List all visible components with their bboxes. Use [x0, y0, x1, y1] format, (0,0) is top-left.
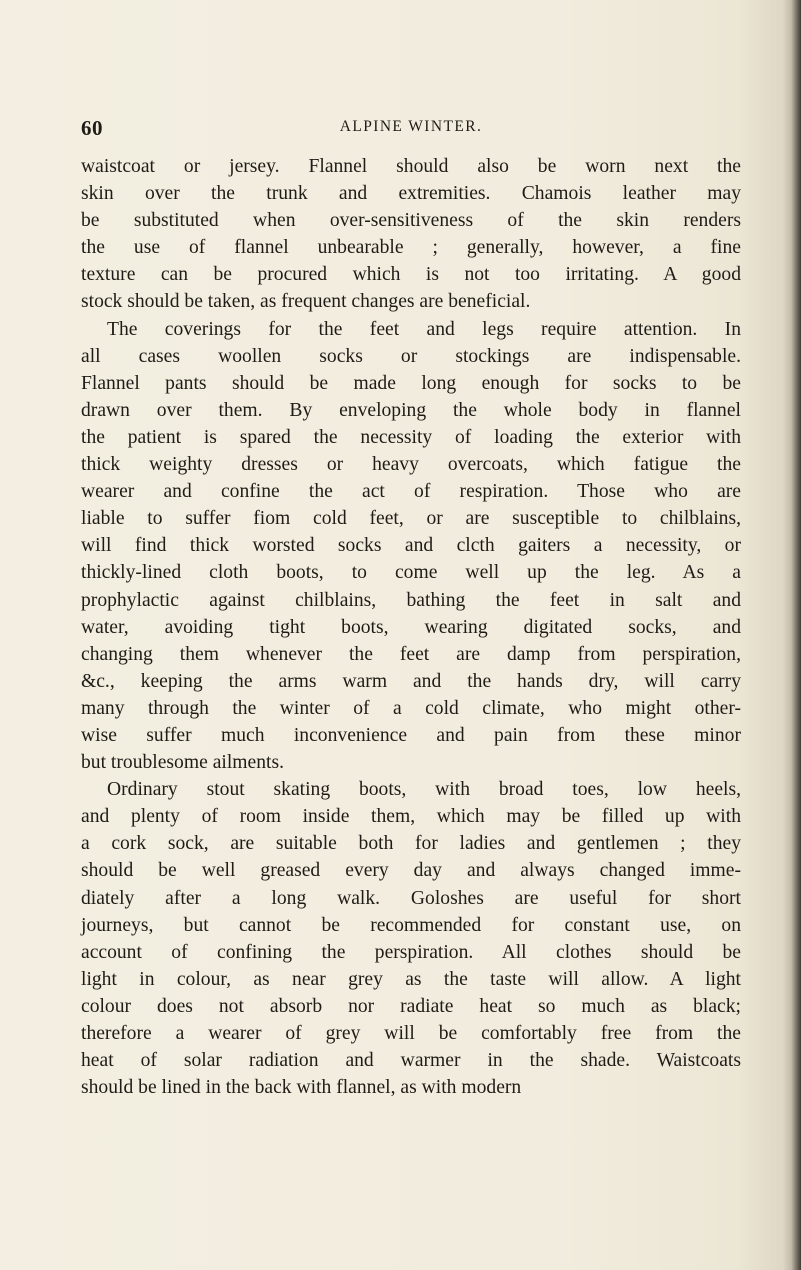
text-line: Ordinary stout skating boots, with broad toes, low heels, — [107, 779, 741, 801]
binding-edge-shadow — [783, 0, 801, 1270]
text-line: The coverings for the feet and legs require attention. In — [107, 318, 741, 340]
text-line: stock should be taken, as frequent changes are beneficial. — [81, 291, 531, 313]
page-number: 60 — [81, 116, 103, 140]
text-line: the patient is spared the necessity of loading the exterior with — [81, 426, 741, 448]
text-line: thickly-lined cloth boots, to come well up the leg. As a — [81, 562, 741, 584]
text-line: changing them whenever the feet are damp from perspiration, — [81, 643, 741, 665]
text-line: will find thick worsted socks and clcth gaiters a necessity, or — [81, 535, 741, 557]
text-line: many through the winter of a cold climate, who might other- — [81, 697, 741, 719]
body-text — [81, 153, 741, 1101]
text-line: &c., keeping the arms warm and the hands dry, will carry — [81, 670, 741, 692]
text-line: water, avoiding tight boots, wearing digitated socks, and — [81, 616, 741, 638]
text-line: diately after a long walk. Goloshes are useful for short — [81, 887, 741, 909]
text-line: wearer and confine the act of respiration. Those who are — [81, 481, 741, 503]
text-line: be substituted when over-sensitiveness of the skin renders — [81, 210, 741, 232]
text-line: waistcoat or jersey. Flannel should also be worn next the — [81, 156, 741, 177]
text-line: should be lined in the back with flannel, as with modern — [81, 1077, 522, 1099]
text-line: wise suffer much inconvenience and pain from these minor — [81, 724, 741, 746]
text-line: heat of solar radiation and warmer in the shade. Waistcoats — [81, 1050, 741, 1072]
text-line: therefore a wearer of grey will be comfortably free from the — [81, 1023, 741, 1044]
text-line: drawn over them. By enveloping the whole body in flannel — [81, 399, 741, 421]
text-line: a cork sock, are suitable both for ladies and gentlemen ; they — [81, 833, 741, 855]
text-line: the use of flannel unbearable ; generally, however, a fine — [81, 237, 741, 259]
running-head: ALPINE WINTER. — [339, 118, 483, 135]
text-line: colour does not absorb nor radiate heat so much as black; — [81, 995, 741, 1017]
text-line: all cases woollen socks or stockings are indispensable. — [81, 345, 741, 367]
text-line: liable to suffer fiom cold feet, or are susceptible to chilblains, — [81, 508, 741, 530]
text-line: journeys, but cannot be recommended for constant use, on — [81, 914, 741, 936]
text-line: prophylactic against chilblains, bathing the feet in salt and — [81, 589, 741, 611]
text-line: Flannel pants should be made long enough for socks to be — [81, 372, 741, 394]
text-line: texture can be procured which is not too irritating. A good — [81, 264, 741, 286]
text-line: light in colour, as near grey as the taste will allow. A light — [81, 968, 741, 990]
page-header — [81, 116, 741, 140]
text-line: skin over the trunk and extremities. Chamois leather may — [81, 183, 741, 205]
text-line: should be well greased every day and always changed imme- — [81, 860, 741, 882]
text-line: account of confining the perspiration. All clothes should be — [81, 941, 741, 963]
text-line: but troublesome ailments. — [81, 752, 284, 774]
text-line: and plenty of room inside them, which may be filled up with — [81, 806, 741, 828]
text-line: thick weighty dresses or heavy overcoats, which fatigue the — [81, 454, 741, 476]
